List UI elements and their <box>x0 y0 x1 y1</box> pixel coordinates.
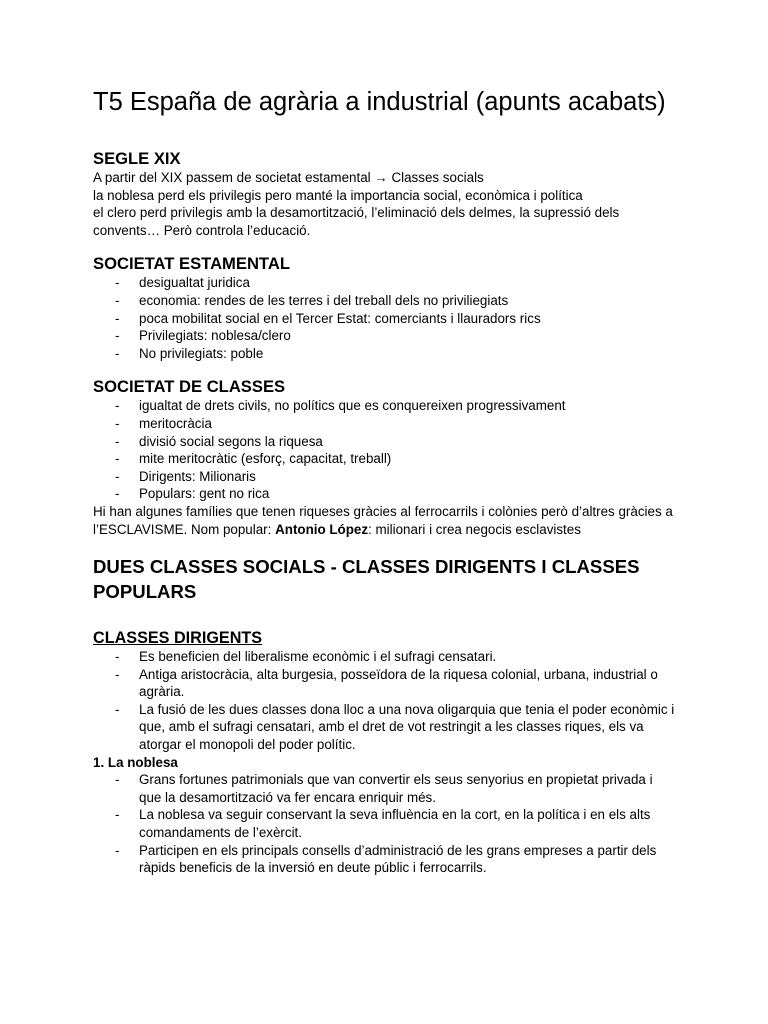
classes-paragraph: Hi han algunes famílies que tenen riqueses gràcies al ferrocarrils i colònies però d’altres gràcies a l’ESCLAVISME. Nom popular: Antonio López: milionari i crea negocis esclavistes <box>93 503 673 537</box>
noblesa-list <box>93 771 675 877</box>
dash-bullet: - <box>115 292 120 308</box>
heading-classes-dirigents: CLASSES DIRIGENTS <box>93 629 263 648</box>
list-item: - Privilegiats: noblesa/clero <box>115 328 291 344</box>
dash-bullet: - <box>115 666 120 682</box>
list-item: - economia: rendes de les terres i del treball dels no priviliegiats <box>115 292 509 308</box>
segle-line-1: A partir del XIX passem de societat estamental → Classes socials <box>93 170 484 185</box>
list-item: - Dirigents: Milionaris <box>115 468 256 484</box>
dash-bullet: - <box>115 468 120 484</box>
heading-societat-estamental: SOCIETAT ESTAMENTAL <box>93 254 290 274</box>
segle-line-2: la noblesa perd els privilegis pero manté la importancia social, econòmica i política <box>93 187 583 203</box>
list-item: - poca mobilitat social en el Tercer Estat: comerciants i llauradors rics <box>115 310 541 326</box>
antonio-lopez-name: Antonio López <box>275 521 369 537</box>
list-item: - divisió social segons la riquesa <box>115 433 323 449</box>
list-item: - No privilegiats: poble <box>115 345 264 361</box>
document-title: T5 España de agrària a industrial (apunts acabats) <box>93 88 666 116</box>
heading-segle-xix: SEGLE XIX <box>93 149 181 168</box>
dash-bullet: - <box>115 807 120 823</box>
dash-bullet: - <box>115 451 120 467</box>
list-item: - Populars: gent no rica <box>115 486 270 502</box>
list-item: - La noblesa va seguir conservant la seva influència en la cort, en la política i en els alts comandaments de l’exèrcit. <box>115 807 651 841</box>
dash-bullet: - <box>115 772 120 788</box>
list-item: - Grans fortunes patrimonials que van convertir els seus senyorius en propietat privada i que la desamortització va fer encara enriquir més. <box>115 772 653 805</box>
dash-bullet: - <box>115 345 120 361</box>
estamental-list <box>93 274 675 362</box>
list-item: - Antiga aristocràcia, alta burgesia, posseïdora de la riquesa colonial, urbana, industrial o agrària. <box>115 666 658 700</box>
classes-list <box>93 397 675 503</box>
segle-line-3: el clero perd privilegis amb la desamortització, l’eliminació dels delmes, la supressió dels convents… Però controla l’educació. <box>93 205 620 238</box>
heading-dues-classes-socials: DUES CLASSES SOCIALS - CLASSES DIRIGENTS I CLASSES POPULARS <box>93 556 640 603</box>
list-item: - meritocràcia <box>115 415 212 431</box>
list-item: - igualtat de drets civils, no polítics que es conquereixen progressivament <box>115 398 566 414</box>
list-item: - Participen en els principals consells d’administració de les grans empreses a partir dels ràpids beneficis de la inversió en deute públic i ferrocarrils. <box>115 842 657 876</box>
dash-bullet: - <box>115 701 120 717</box>
dash-bullet: - <box>115 433 120 449</box>
dash-bullet: - <box>115 842 120 858</box>
dash-bullet: - <box>115 415 120 431</box>
heading-la-noblesa: 1. La noblesa <box>93 754 178 770</box>
list-item: - desigualtat juridica <box>115 275 250 291</box>
list-item: - Es beneficien del liberalisme econòmic i el sufragi censatari. <box>115 649 497 665</box>
dash-bullet: - <box>115 328 120 344</box>
dash-bullet: - <box>115 310 120 326</box>
dash-bullet: - <box>115 649 120 665</box>
dash-bullet: - <box>115 398 120 414</box>
list-item: - La fusió de les dues classes dona lloc a una nova oligarquia que tenia el poder econòmic i que, amb el sufragi censatari, amb el dret de vot restringit a les classes riques, els va atorgar el monopoli del poder polític. <box>115 701 675 753</box>
dirigents-list <box>93 648 675 754</box>
dash-bullet: - <box>115 275 120 291</box>
dash-bullet: - <box>115 486 120 502</box>
list-item: - mite meritocràtic (esforç, capacitat, treball) <box>115 451 392 467</box>
heading-societat-de-classes: SOCIETAT DE CLASSES <box>93 377 286 397</box>
